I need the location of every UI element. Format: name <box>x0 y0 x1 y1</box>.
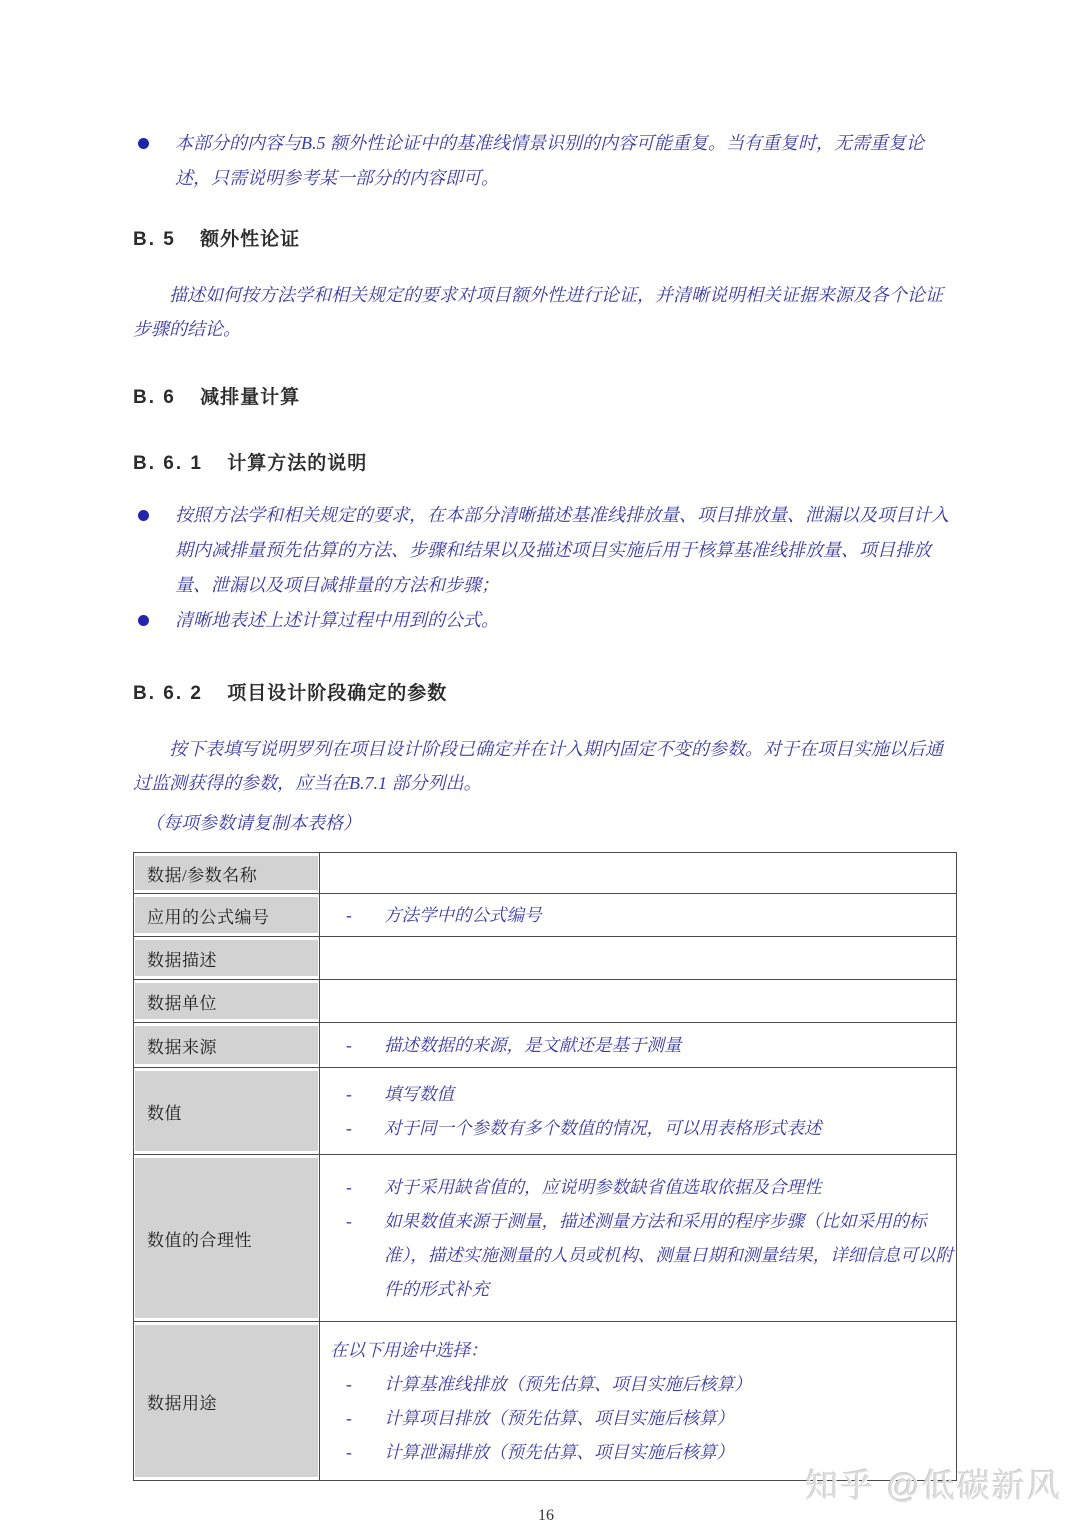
param-table-row <box>134 937 957 980</box>
section-b61-bullet <box>133 603 959 638</box>
param-label-cell <box>134 1023 320 1068</box>
param-table-row <box>134 1322 957 1481</box>
section-b62-heading <box>133 682 959 706</box>
section-b5-title: 额外性论证 <box>200 229 301 250</box>
section-b5-body: 描述如何按方法学和相关规定的要求对项目额外性进行论证，并清晰说明相关证据来源及各个论证步骤的结论。 <box>133 285 943 339</box>
section-b61-bullet-list <box>133 498 959 638</box>
param-label-text: 应用的公式编号 <box>135 897 318 933</box>
param-value-cell <box>320 937 957 980</box>
param-value-cell <box>320 1322 957 1481</box>
section-b6-title: 减排量计算 <box>200 387 301 408</box>
top-note-text: 本部分的内容与B.5 额外性论证中的基准线情景识别的内容可能重复。当有重复时，无需重复论述，只需说明参考某一部分的内容即可。 <box>175 133 924 188</box>
dash-marker: - <box>346 1084 352 1104</box>
section-b61-bullet-text: 清晰地表述上述计算过程中用到的公式。 <box>175 610 499 630</box>
dash-marker: - <box>346 1442 352 1462</box>
param-table-row <box>134 1068 957 1155</box>
param-label-cell <box>134 1068 320 1155</box>
param-label-text: 数据/参数名称 <box>135 856 318 890</box>
param-value-item-text: 计算基准线排放（预先估算、项目实施后核算） <box>384 1374 752 1394</box>
param-label-cell <box>134 1155 320 1322</box>
section-b62-body: 按下表填写说明罗列在项目设计阶段已确定并在计入期内固定不变的参数。对于在项目实施以后通过监测获得的参数，应当在B.7.1 部分列出。 <box>133 739 943 793</box>
section-b6-heading <box>133 386 959 410</box>
section-b5-number: B. 5 <box>133 229 176 250</box>
param-value-cell <box>320 1155 957 1322</box>
param-value-cell <box>320 1068 957 1155</box>
param-value-item-text: 如果数值来源于测量，描述测量方法和采用的程序步骤（比如采用的标准），描述实施测量的人员或机构、测量日期和测量结果，详细信息可以附件的形式补充 <box>384 1211 953 1299</box>
param-value-item <box>320 1401 956 1435</box>
param-table-row <box>134 1155 957 1322</box>
param-label-text: 数据来源 <box>135 1026 318 1064</box>
section-b6-number: B. 6 <box>133 387 176 408</box>
document-page <box>133 0 959 1525</box>
bullet-dot-icon <box>138 510 149 521</box>
param-label-text: 数值 <box>135 1071 318 1151</box>
param-label-cell <box>134 1322 320 1481</box>
dash-marker: - <box>346 1177 352 1197</box>
param-label-cell <box>134 937 320 980</box>
param-label-text: 数据单位 <box>135 983 318 1019</box>
bullet-dot-icon <box>138 138 149 149</box>
param-label-cell <box>134 853 320 894</box>
dash-marker: - <box>346 1374 352 1394</box>
param-value-intro: 在以下用途中选择： <box>330 1340 488 1360</box>
param-value-cell <box>320 853 957 894</box>
param-table-row <box>134 853 957 894</box>
param-value-item-text: 描述数据的来源，是文献还是基于测量 <box>384 1035 682 1055</box>
section-b61-number: B. 6. 1 <box>133 453 203 474</box>
section-b62-number: B. 6. 2 <box>133 683 203 704</box>
param-value-item <box>320 898 956 932</box>
section-b62-title: 项目设计阶段确定的参数 <box>227 683 448 704</box>
copy-table-note: （每项参数请复制本表格） <box>145 813 361 833</box>
dash-marker: - <box>346 1211 352 1231</box>
top-note-list <box>133 126 959 196</box>
param-value-item <box>320 1170 956 1204</box>
param-table-row <box>134 894 957 937</box>
param-label-text: 数据用途 <box>135 1325 318 1477</box>
param-label-text: 数值的合理性 <box>135 1158 318 1318</box>
param-value-item-text: 计算项目排放（预先估算、项目实施后核算） <box>384 1408 734 1428</box>
param-table-row <box>134 980 957 1023</box>
param-label-cell <box>134 980 320 1023</box>
section-b5-heading <box>133 228 959 252</box>
param-value-item <box>320 1367 956 1401</box>
param-value-cell <box>320 980 957 1023</box>
section-b61-bullet-text: 按照方法学和相关规定的要求，在本部分清晰描述基准线排放量、项目排放量、泄漏以及项目计入期内减排量预先估算的方法、步骤和结果以及描述项目实施后用于核算基准线排放量、项目排放量、泄漏以及项目减排量的方法和步骤； <box>175 505 949 595</box>
param-value-item-text: 计算泄漏排放（预先估算、项目实施后核算） <box>384 1442 734 1462</box>
param-value-item <box>320 1028 956 1062</box>
param-value-item <box>320 1204 956 1306</box>
param-value-item-text: 方法学中的公式编号 <box>384 905 542 925</box>
section-b61-title: 计算方法的说明 <box>227 453 368 474</box>
param-value-item <box>320 1111 956 1145</box>
section-b61-heading <box>133 452 959 476</box>
dash-marker: - <box>346 1408 352 1428</box>
dash-marker: - <box>346 1118 352 1138</box>
dash-marker: - <box>346 1035 352 1055</box>
param-value-item-text: 对于采用缺省值的，应说明参数缺省值选取依据及合理性 <box>384 1177 822 1197</box>
param-value-item-text: 对于同一个参数有多个数值的情况，可以用表格形式表述 <box>384 1118 822 1138</box>
watermark-text: 知乎 @低碳新风 <box>805 1467 1062 1504</box>
param-value-item <box>320 1077 956 1111</box>
parameter-table <box>133 852 957 1481</box>
param-label-cell <box>134 894 320 937</box>
page-number: 16 <box>538 1507 554 1524</box>
param-value-item-text: 填写数值 <box>384 1084 454 1104</box>
section-b61-bullet <box>133 498 959 603</box>
bullet-dot-icon <box>138 615 149 626</box>
dash-marker: - <box>346 905 352 925</box>
param-value-cell <box>320 1023 957 1068</box>
param-table-row <box>134 1023 957 1068</box>
top-note-item <box>133 126 959 196</box>
param-value-cell <box>320 894 957 937</box>
param-label-text: 数据描述 <box>135 940 318 976</box>
